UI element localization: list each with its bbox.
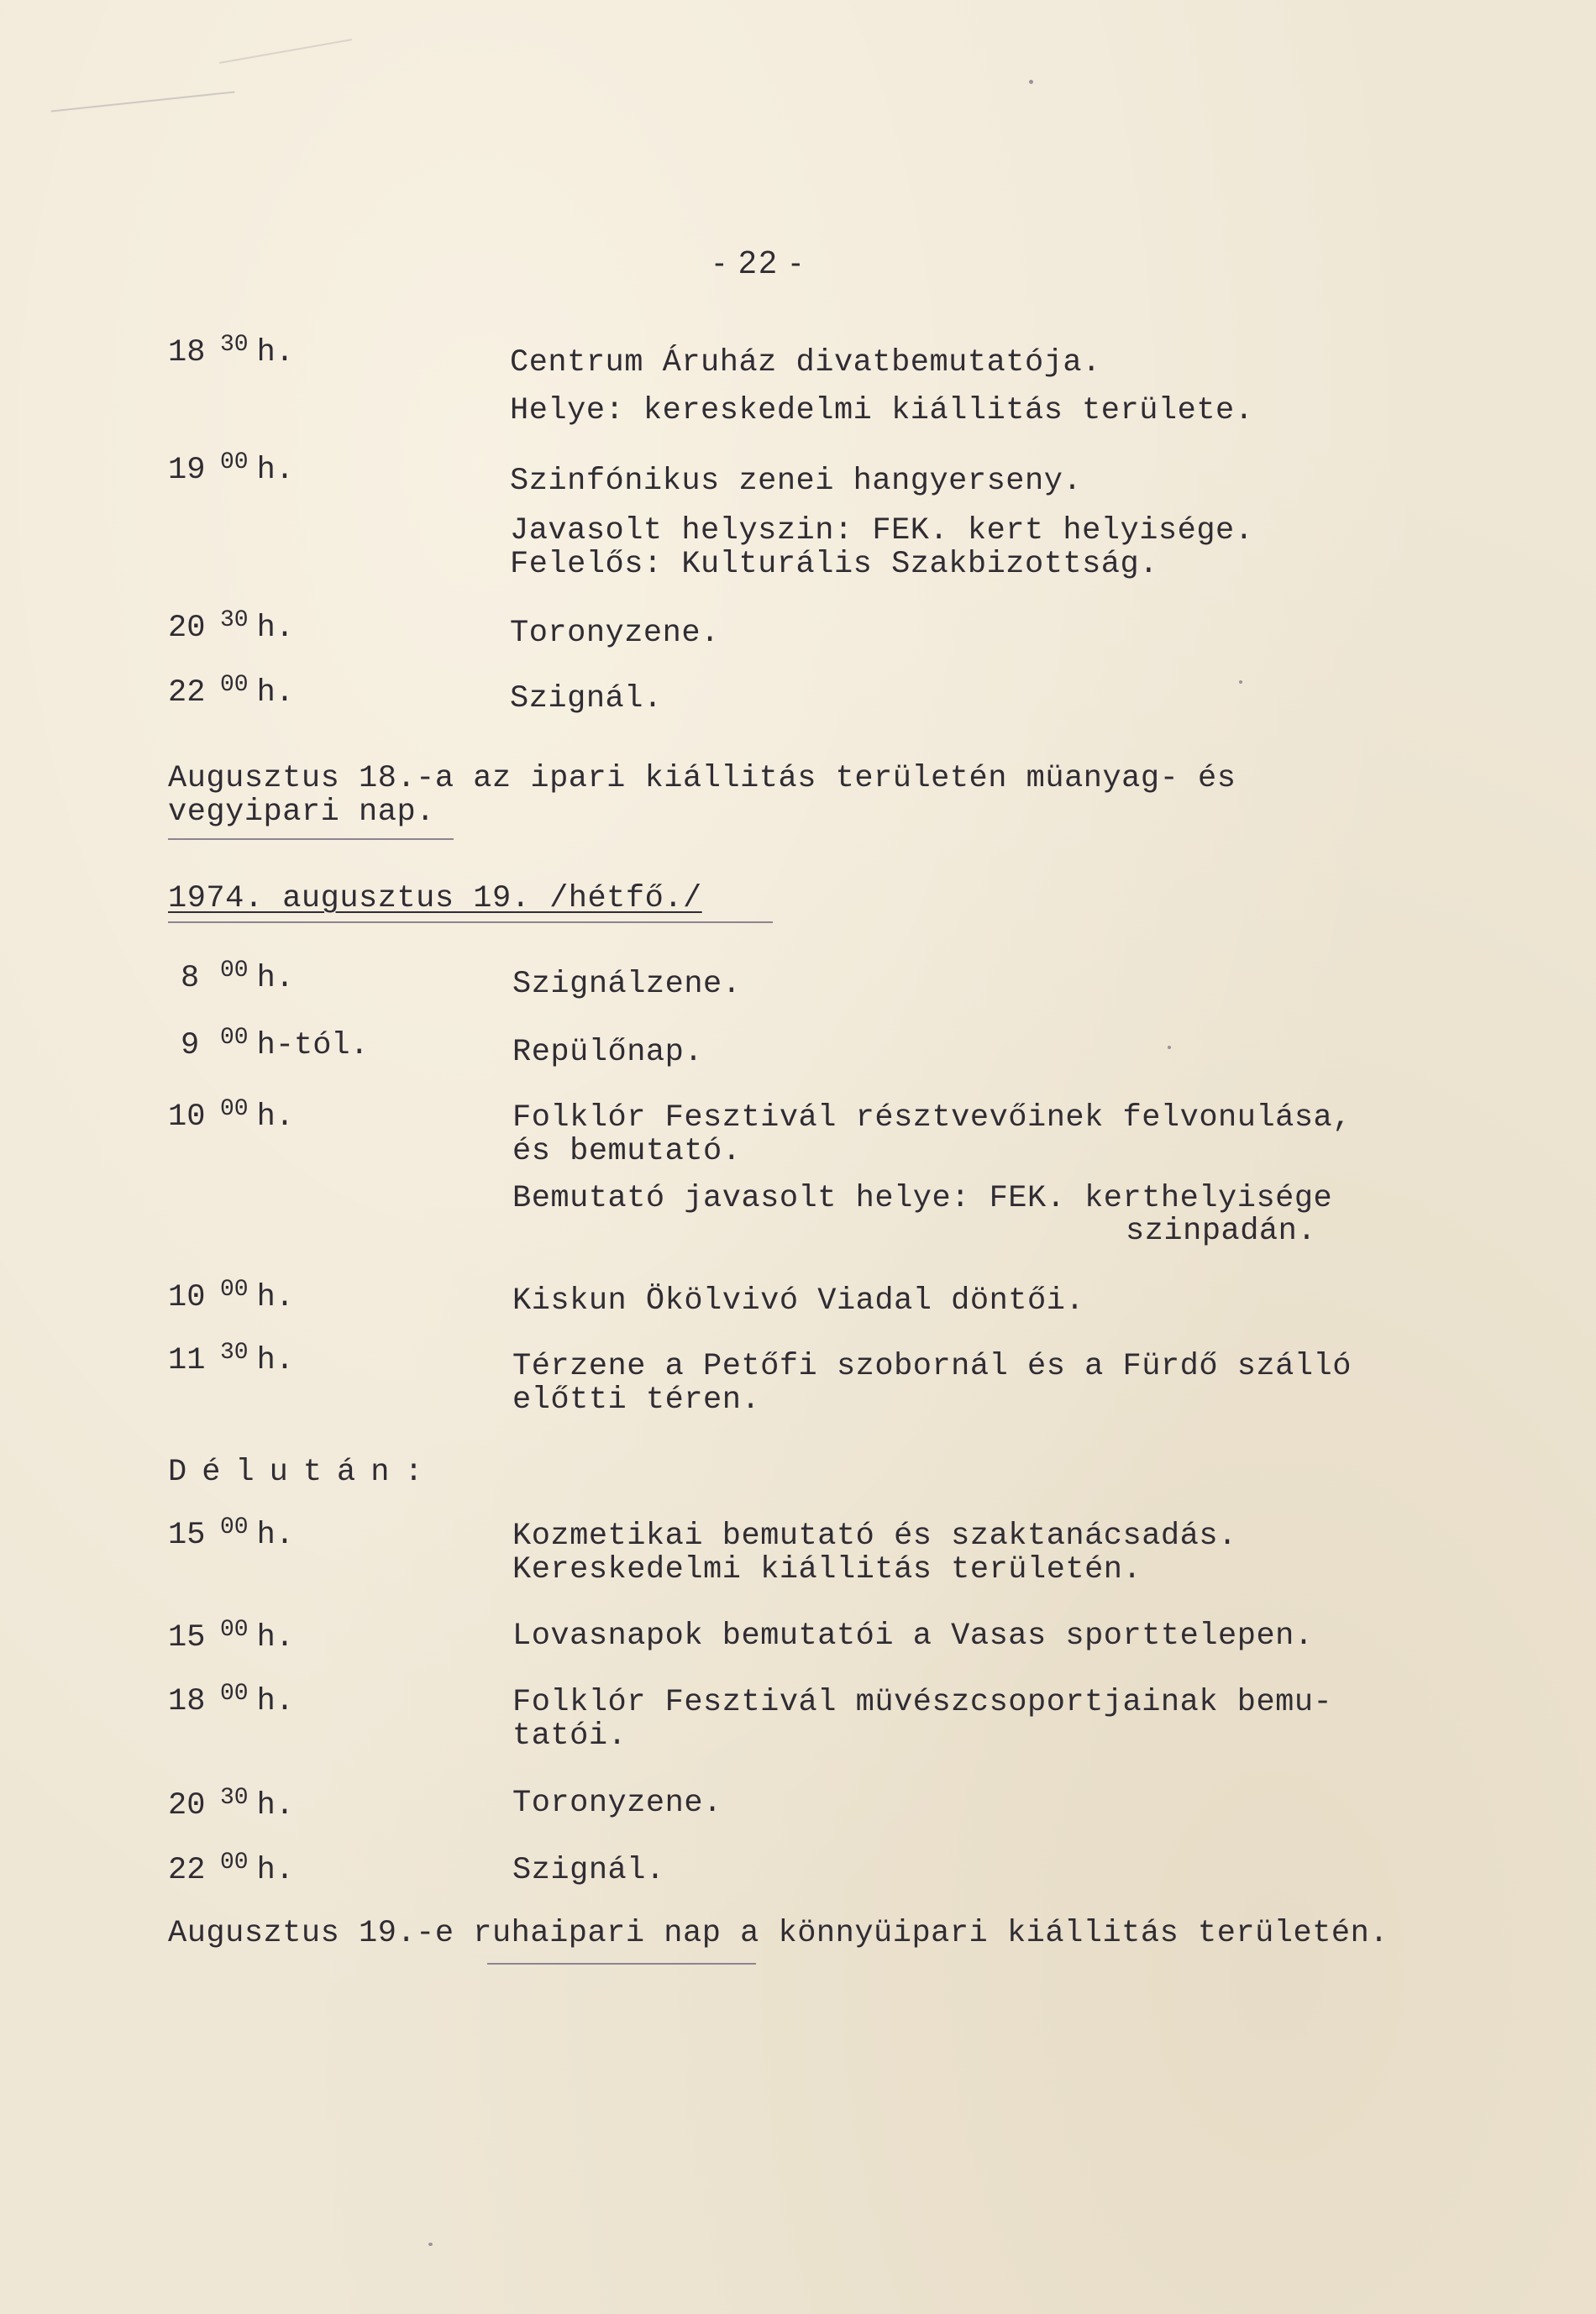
event-line: Repülőnap.	[512, 1035, 704, 1070]
time-label	[181, 1025, 369, 1065]
day-note: vegyipari nap.	[168, 795, 435, 830]
event-line: és bemutató.	[512, 1134, 742, 1169]
time-minutes: 00	[220, 1096, 249, 1122]
date-heading: 1974. augusztus 19. /hétfő./	[168, 881, 702, 916]
time-suffix: h.	[256, 961, 295, 996]
event-line: Kozmetikai bemutató és szaktanácsadás.	[512, 1519, 1237, 1554]
heading-underline	[168, 921, 773, 923]
event-line: Szinfónikus zenei hangyerseny.	[510, 464, 1083, 499]
time-minutes: 00	[220, 672, 249, 698]
time-label	[168, 1617, 295, 1657]
time-suffix: h-tól.	[256, 1028, 369, 1063]
afternoon-label: Délután:	[168, 1455, 438, 1490]
time-suffix: h.	[256, 1518, 295, 1553]
event-line: Centrum Áruház divatbemutatója.	[510, 345, 1101, 380]
event-line: előtti téren.	[512, 1383, 761, 1418]
event-line: Szignál.	[510, 681, 663, 716]
time-minutes: 00	[220, 958, 249, 984]
time-hour: 22	[168, 1853, 206, 1888]
time-minutes: 00	[220, 1681, 249, 1707]
time-hour: 11	[168, 1343, 206, 1378]
time-suffix: h.	[256, 1684, 295, 1719]
time-suffix: h.	[256, 675, 295, 711]
time-suffix: h.	[256, 1620, 295, 1655]
time-suffix: h.	[256, 1280, 295, 1315]
time-label	[168, 1514, 295, 1555]
time-label	[168, 1681, 295, 1721]
paper-speck	[1168, 1046, 1171, 1049]
time-hour: 8	[181, 961, 200, 996]
time-label	[168, 332, 295, 372]
event-line: Szignálzene.	[512, 967, 742, 1002]
event-line: tatói.	[512, 1718, 627, 1754]
time-label	[168, 1340, 295, 1380]
event-line: Toronyzene.	[512, 1786, 722, 1821]
time-minutes: 00	[220, 1850, 249, 1876]
time-hour: 18	[168, 335, 206, 370]
event-line: szinpadán.	[1126, 1214, 1317, 1249]
time-hour: 22	[168, 675, 206, 711]
event-line: Térzene a Petőfi szobornál és a Fürdő szálló	[512, 1349, 1352, 1384]
time-minutes: 00	[220, 1617, 249, 1643]
paper-speck	[1239, 680, 1242, 684]
time-label	[168, 1096, 295, 1136]
note-underline	[487, 1963, 756, 1965]
time-minutes: 00	[220, 1514, 249, 1540]
event-line: Kiskun Ökölvivó Viadal döntői.	[512, 1283, 1085, 1319]
time-minutes: 30	[220, 332, 249, 358]
time-minutes: 00	[220, 449, 249, 475]
paper-mark	[219, 39, 352, 64]
paper-speck	[428, 2243, 433, 2246]
time-hour: 19	[168, 453, 206, 488]
event-line: Szignál.	[512, 1853, 665, 1888]
time-minutes: 30	[220, 607, 249, 633]
page-number: - 22 -	[714, 245, 804, 281]
time-minutes: 00	[220, 1025, 249, 1051]
time-suffix: h.	[256, 1788, 295, 1823]
event-line: Lovasnapok bemutatói a Vasas sporttelepen.	[512, 1619, 1314, 1654]
time-minutes: 30	[220, 1785, 249, 1811]
time-hour: 15	[168, 1620, 206, 1655]
time-suffix: h.	[256, 335, 295, 370]
event-line: Felelős: Kulturális Szakbizottság.	[510, 547, 1158, 582]
event-line: Kereskedelmi kiállitás területén.	[512, 1552, 1142, 1587]
time-hour: 10	[168, 1099, 206, 1135]
time-suffix: h.	[256, 611, 295, 646]
time-label	[168, 449, 295, 490]
time-hour: 10	[168, 1280, 206, 1315]
time-label	[168, 607, 295, 648]
event-line: Helye: kereskedelmi kiállitás területe.	[510, 393, 1254, 428]
paper-mark	[50, 92, 234, 113]
event-line: Javasolt helyszin: FEK. kert helyisége.	[510, 513, 1254, 548]
time-suffix: h.	[256, 453, 295, 488]
time-label	[181, 958, 295, 998]
time-hour: 20	[168, 611, 206, 646]
time-label	[168, 672, 295, 712]
event-line: Bemutató javasolt helye: FEK. kerthelyisége	[512, 1181, 1333, 1216]
time-hour: 18	[168, 1684, 206, 1719]
event-line: Toronyzene.	[510, 616, 720, 651]
time-suffix: h.	[256, 1853, 295, 1888]
time-label	[168, 1850, 295, 1890]
time-hour: 15	[168, 1518, 206, 1553]
event-line: Folklór Fesztivál résztvevőinek felvonulása,	[512, 1100, 1352, 1136]
day-note: Augusztus 18.-a az ipari kiállitás területén müanyag- és	[168, 761, 1236, 796]
event-line: Folklór Fesztivál müvészcsoportjainak bemu-	[512, 1685, 1333, 1720]
time-suffix: h.	[256, 1343, 295, 1378]
note-underline	[168, 838, 454, 840]
time-suffix: h.	[256, 1099, 295, 1135]
time-hour: 9	[181, 1028, 200, 1063]
paper-speck	[1029, 80, 1033, 84]
day-note: Augusztus 19.-e ruhaipari nap a könnyüipari kiállitás területén.	[168, 1916, 1389, 1951]
time-label	[168, 1277, 295, 1317]
time-hour: 20	[168, 1788, 206, 1823]
time-label	[168, 1785, 295, 1825]
time-minutes: 00	[220, 1277, 249, 1303]
time-minutes: 30	[220, 1340, 249, 1366]
